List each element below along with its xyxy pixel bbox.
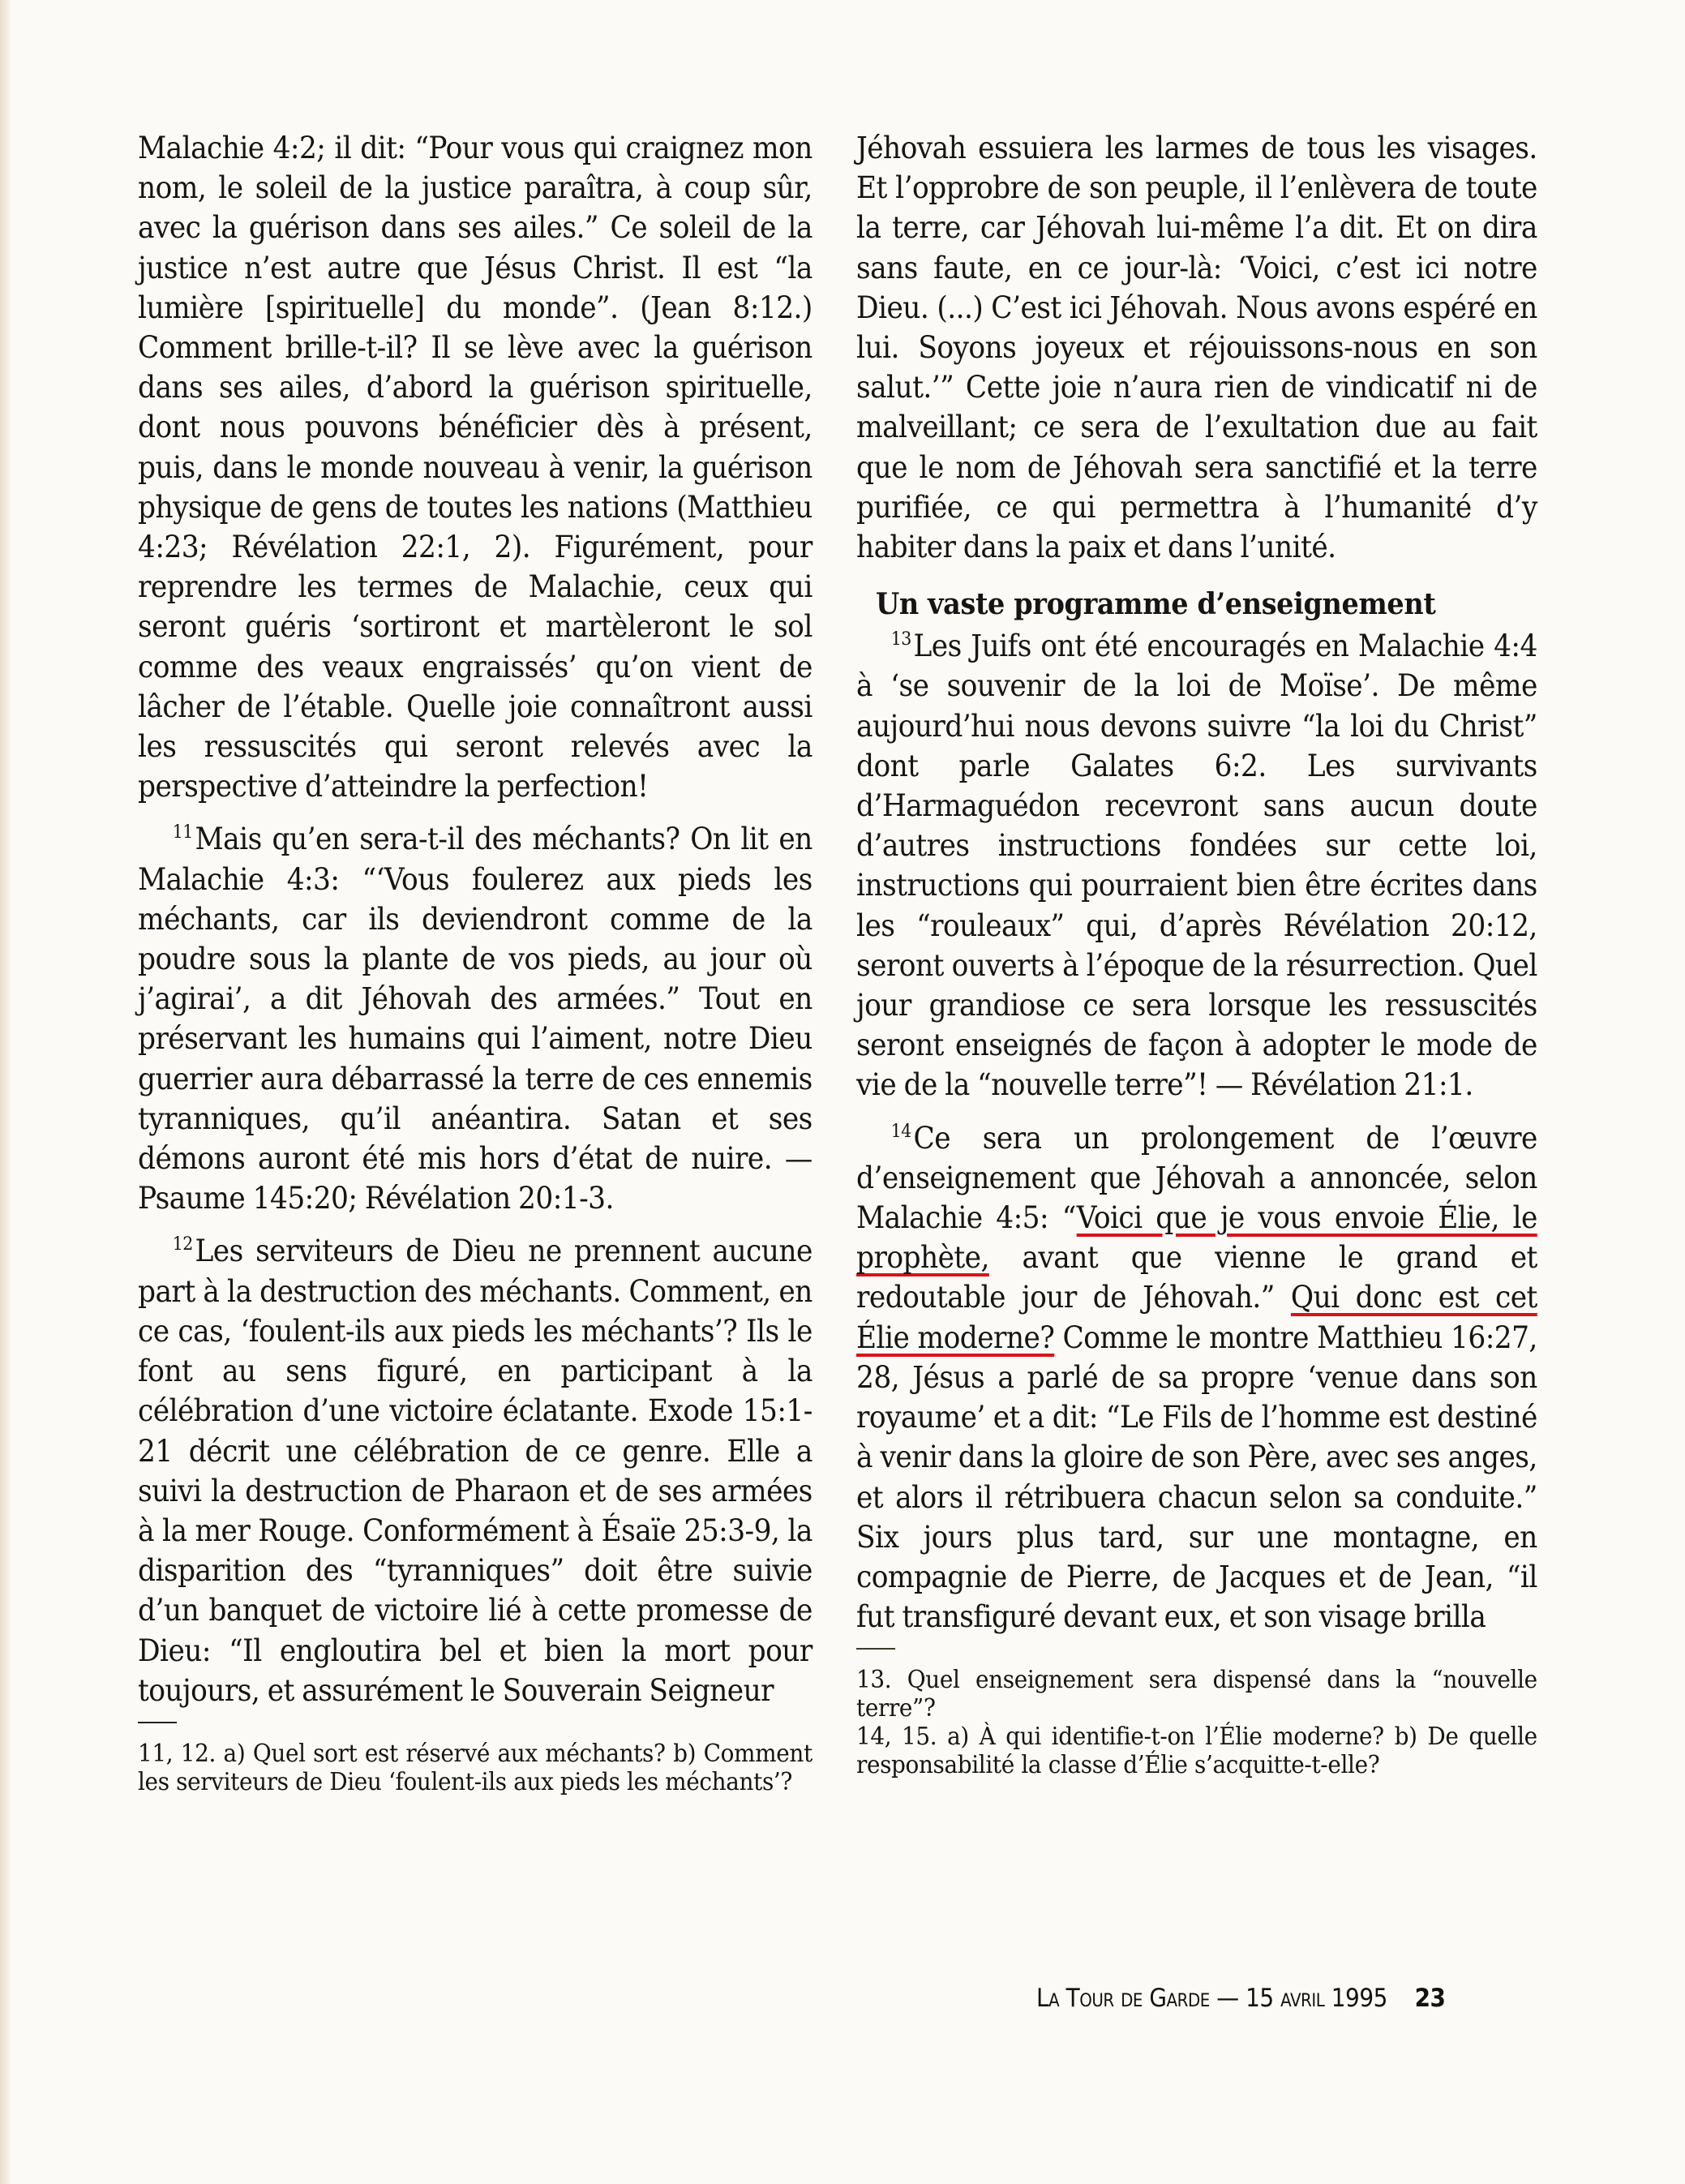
paragraph-text: Ce sera un prolongement de l’œuvre d’enseignement que Jéhovah a annoncée, selon Malachie 4:5: “ xyxy=(856,1120,1537,1236)
right-column xyxy=(856,128,1537,1779)
study-questions-13-15 xyxy=(856,1666,1537,1779)
paragraph-gap xyxy=(856,1105,1537,1118)
study-question-line: b) De quelle responsabilité la classe d’Élie s’acquitte-t-elle? xyxy=(856,1723,1537,1780)
paragraph-number: 11 xyxy=(172,822,193,843)
paragraph-text: avant que vienne le grand et redoutable jour de Jéhovah.” xyxy=(856,1240,1537,1315)
red-underlined-quote: Voici que je vous envoie Élie, le prophète, xyxy=(856,1200,1537,1276)
study-question-line: b) Comment les serviteurs de Dieu ‘foulent-ils aux pieds les méchants’? xyxy=(138,1739,812,1796)
issue-date: 15 avril 1995 xyxy=(1246,1984,1387,2013)
left-column xyxy=(138,128,812,1796)
footnote-divider xyxy=(138,1722,177,1723)
paragraph-12 xyxy=(138,1231,812,1710)
page-footer xyxy=(1036,1984,1446,2013)
paragraph-13 xyxy=(856,626,1537,1105)
page-number: 23 xyxy=(1414,1984,1446,2013)
paragraph-number: 13 xyxy=(890,629,911,650)
paragraph-text: Mais qu’en sera-t-il des méchants? On lit en Malachie 4:3: “‘Vous foulerez aux pieds les méchants, car ils deviendront comme de la poudre sous la plante de vos pieds, au jour où j’agirai’, a dit Jéhovah des armées.” Tout en préservant les humains qui l’aiment, notre Dieu guerrier aura débarrassé la terre de ces ennemis tyranniques, qu’il anéantira. Satan et ses démons auront été mis hors d’état de nuire. — Psaume 145:20; Révélation 20:1-3. xyxy=(138,822,812,1216)
paragraph-text: Les serviteurs de Dieu ne prennent aucune part à la destruction des méchants. Comment, en ce cas, ‘foulent-ils aux pieds les méchants’? Ils le font au sens figuré, en participant à la célébration d’une victoire éclatante. Exode 15:1-21 décrit une célébration de ce genre. Elle a suivi la destruction de Pharaon et de ses armées à la mer Rouge. Conformément à Ésaïe 25:3-9, la disparition des “tyranniques” doit être suivie d’un banquet de victoire lié à cette promesse de Dieu: “Il engloutira bel et bien la mort pour toujours, et assurément le Souverain Seigneur xyxy=(138,1234,812,1708)
paragraph-continued-left: Malachie 4:2; il dit: “Pour vous qui craignez mon nom, le soleil de la justice paraîtra, à coup sûr, avec la guérison dans ses ailes.” Ce soleil de la justice n’est autre que Jésus Christ. Il est “la lumière [spirituelle] du monde”. (Jean 8:12.) Comment brille-t-il? Il se lève avec la guérison dans ses ailes, d’abord la guérison spirituelle, dont nous pouvons bénéficier dès à présent, puis, dans le monde nouveau à venir, la guérison physique de gens de toutes les nations (Matthieu 4:23; Révélation 22:1, 2). Figurément, pour reprendre les termes de Malachie, ceux qui seront guéris ‘sortiront et martèleront le sol comme des veaux engraissés’ qu’on vient de lâcher de l’étable. Quelle joie connaîtront aussi les ressuscités qui seront relevés avec la perspective d’atteindre la perfection! xyxy=(138,131,812,805)
footnote-divider xyxy=(856,1648,895,1650)
page-binding-edge xyxy=(0,0,11,2184)
paragraph-number: 14 xyxy=(890,1121,911,1142)
paragraph-14 xyxy=(856,1118,1537,1637)
publication-title: La Tour de Garde xyxy=(1036,1984,1210,2013)
paragraph-continued-right: Jéhovah essuiera les larmes de tous les visages. Et l’opprobre de son peuple, il l’enlèvera de toute la terre, car Jéhovah lui-même l’a dit. Et on dira sans faute, en ce jour-là: ‘Voici, c’est ici notre Dieu. (...) C’est ici Jéhovah. Nous avons espéré en lui. Soyons joyeux et réjouissons-nous en son salut.’” Cette joie n’aura rien de vindicatif ni de malveillant; ce sera de l’exultation due au fait que le nom de Jéhovah sera sanctifié et la terre purifiée, ce qui permettra à l’humanité d’y habiter dans la paix et dans l’unité. xyxy=(856,131,1537,565)
paragraph-gap xyxy=(138,806,812,819)
paragraph-text: Comme le montre Matthieu 16:27, 28, Jésus a parlé de sa propre ‘venue dans son royaume’ et a dit: “Le Fils de l’homme est destiné à venir dans la gloire de son Père, avec ses anges, et alors il rétribuera chacun selon sa conduite.” Six jours plus tard, sur une montagne, en compagnie de Pierre, de Jacques et de Jean, “il fut transfiguré devant eux, et son visage brilla xyxy=(856,1319,1537,1635)
red-underlined-question: Qui donc est cet Élie moderne? xyxy=(856,1280,1537,1355)
footer-separator: — xyxy=(1216,1984,1239,2013)
study-question-11-12 xyxy=(138,1740,812,1796)
study-question-line: 11, 12. a) Quel sort est réservé aux méchants? xyxy=(138,1739,666,1768)
study-question-line: 14, 15. a) À qui identifie-t-on l’Élie moderne? xyxy=(856,1723,1384,1752)
paragraph-text: Les Juifs ont été encouragés en Malachie 4:4 à ‘se souvenir de la loi de Moïse’. De même aujourd’hui nous devons suivre “la loi du Christ” dont parle Galates 6:2. Les survivants d’Harmaguédon recevront sans aucun doute d’autres instructions fondées sur cette loi, instructions qui pourraient bien être écrites dans les “rouleaux” qui, d’après Révélation 20:12, seront ouverts à l’époque de la résurrection. Quel jour grandiose ce sera lorsque les ressuscités seront enseignés de façon à adopter le mode de vie de la “nouvelle terre”! — Révélation 21:1. xyxy=(856,629,1537,1103)
study-question-line: 13. Quel enseignement sera dispensé dans la “nouvelle terre”? xyxy=(856,1666,1537,1723)
paragraph-gap xyxy=(138,1218,812,1231)
paragraph-11 xyxy=(138,819,812,1218)
section-subheading: Un vaste programme d’enseignement xyxy=(876,587,1436,622)
paragraph-number: 12 xyxy=(172,1234,193,1255)
